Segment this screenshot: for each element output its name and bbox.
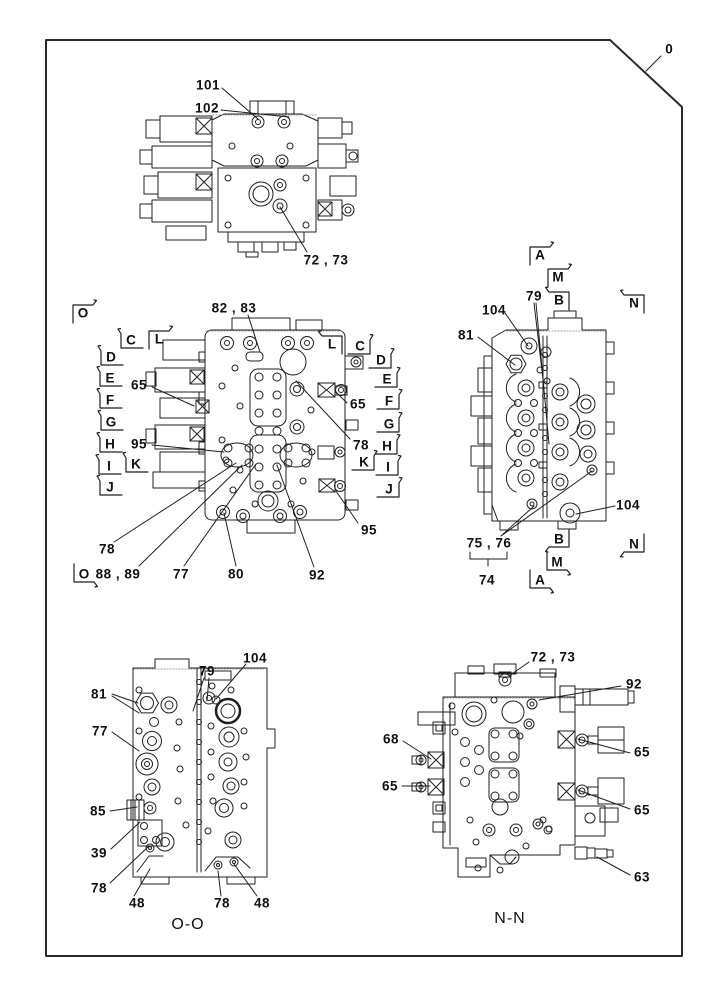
callout-68[interactable]: 68 — [382, 731, 400, 747]
corner-ref-label[interactable]: 0 — [665, 41, 673, 57]
section-letter-d-left: D — [106, 349, 116, 365]
section-letter-f-right: F — [384, 393, 394, 409]
section-letter-d-right: D — [376, 352, 386, 368]
callout-65-nn-right-top[interactable]: 65 — [633, 744, 651, 760]
section-letter-a-top: A — [535, 247, 545, 263]
callout-74[interactable]: 74 — [478, 572, 496, 588]
callout-92-nn[interactable]: 92 — [625, 676, 643, 692]
page-frame — [46, 40, 682, 956]
callout-63[interactable]: 63 — [633, 869, 651, 885]
section-letter-h-left: H — [105, 436, 115, 452]
callout-72-73-nn[interactable]: 72 , 73 — [530, 649, 576, 665]
section-letter-b-bottom: B — [554, 531, 564, 547]
section-letter-h-right: H — [382, 438, 392, 454]
callout-104-oo[interactable]: 104 — [242, 650, 268, 666]
callout-88-89[interactable]: 88 , 89 — [95, 566, 141, 582]
section-letter-g-right: G — [383, 416, 395, 432]
section-letter-c-left: C — [126, 332, 136, 348]
center-bolt-cluster — [255, 373, 281, 489]
section-letter-f-left: F — [105, 392, 115, 408]
callout-79-oo[interactable]: 79 — [198, 663, 216, 679]
callout-81-oo[interactable]: 81 — [90, 686, 108, 702]
callout-78-bottom-left[interactable]: 78 — [98, 541, 116, 557]
callout-81[interactable]: 81 — [457, 327, 475, 343]
callout-78-oo-left[interactable]: 78 — [90, 880, 108, 896]
callout-104-top[interactable]: 104 — [481, 302, 507, 318]
callout-65-nn-left[interactable]: 65 — [381, 778, 399, 794]
callout-72-73[interactable]: 72 , 73 — [303, 252, 349, 268]
section-letter-i-left: I — [107, 458, 111, 474]
section-letter-l-right: L — [327, 336, 337, 352]
section-nn-drawing — [412, 664, 634, 877]
section-letter-k-right: K — [359, 454, 369, 470]
section-letter-k-left: K — [131, 456, 141, 472]
section-oo-drawing — [127, 659, 275, 884]
callout-85[interactable]: 85 — [89, 803, 107, 819]
callout-80[interactable]: 80 — [227, 566, 245, 582]
section-letter-e-left: E — [105, 370, 115, 386]
section-letter-c-right: C — [355, 338, 365, 354]
section-letter-j-right: J — [385, 481, 393, 497]
caption-section-oo: O-O — [171, 916, 205, 933]
callout-92[interactable]: 92 — [308, 567, 326, 583]
section-letter-g-left: G — [105, 414, 117, 430]
side-view-drawing — [471, 311, 614, 530]
callout-65-right[interactable]: 65 — [349, 396, 367, 412]
section-letter-e-right: E — [382, 371, 392, 387]
section-letter-m-top: M — [552, 269, 564, 285]
callout-104-bottom[interactable]: 104 — [615, 497, 641, 513]
callout-77[interactable]: 77 — [172, 566, 190, 582]
section-letter-o-bottom: O — [78, 566, 90, 582]
callout-65-nn-right-bottom[interactable]: 65 — [633, 802, 651, 818]
section-letter-b-top: B — [554, 292, 564, 308]
section-letter-a-bottom: A — [535, 572, 545, 588]
caption-section-nn: N-N — [494, 910, 526, 927]
callout-75-76[interactable]: 75 , 76 — [466, 535, 512, 551]
section-letter-i-right: I — [386, 459, 390, 475]
section-letter-n-bottom: N — [629, 536, 639, 552]
leader-lines — [110, 88, 630, 896]
callout-101[interactable]: 101 — [195, 77, 221, 93]
callout-39[interactable]: 39 — [90, 845, 108, 861]
callout-48-oo-left[interactable]: 48 — [128, 895, 146, 911]
callout-65-left[interactable]: 65 — [130, 377, 148, 393]
callout-95-left[interactable]: 95 — [130, 436, 148, 452]
callout-79[interactable]: 79 — [525, 288, 543, 304]
callout-95-right[interactable]: 95 — [360, 522, 378, 538]
section-letter-m-bottom: M — [551, 554, 563, 570]
section-letter-o-top: O — [77, 305, 89, 321]
section-letter-n-top: N — [629, 295, 639, 311]
callout-102[interactable]: 102 — [194, 100, 220, 116]
callout-78-oo-mid[interactable]: 78 — [213, 895, 231, 911]
callout-78-right[interactable]: 78 — [352, 437, 370, 453]
callout-48-oo-right[interactable]: 48 — [253, 895, 271, 911]
top-view-drawing — [140, 101, 358, 257]
callout-82-83[interactable]: 82 , 83 — [211, 300, 257, 316]
section-letter-j-left: J — [106, 479, 114, 495]
callout-77-oo[interactable]: 77 — [91, 723, 109, 739]
section-letter-l-left: L — [154, 331, 164, 347]
